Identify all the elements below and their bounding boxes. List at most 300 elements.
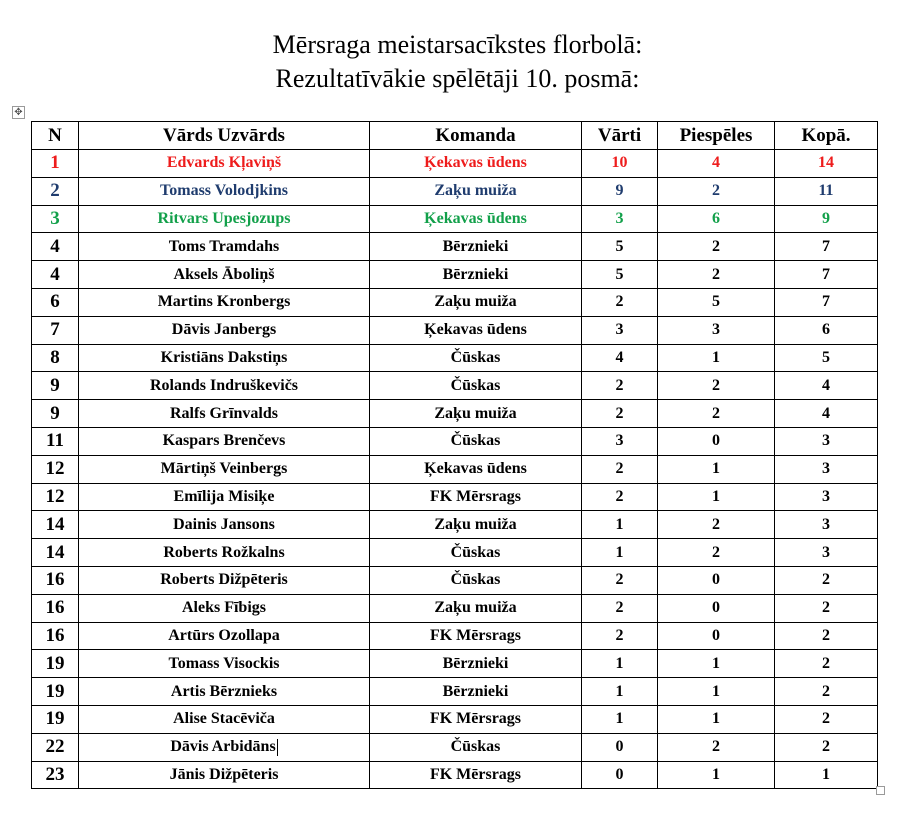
cell-total-text: 7: [822, 293, 830, 311]
cell-name-text: Dāvis Janbergs: [171, 321, 277, 339]
cell-rank-text: 23: [45, 763, 65, 785]
cell-assists-text: 2: [712, 543, 720, 561]
cell-goals[interactable]: [582, 261, 658, 289]
cell-total[interactable]: [775, 455, 878, 483]
cell-name-text: Jānis Dižpēteris: [169, 765, 279, 783]
document-title: [0, 28, 915, 96]
cell-name[interactable]: [79, 288, 370, 316]
cell-assists[interactable]: [658, 705, 775, 733]
cell-goals[interactable]: [582, 205, 658, 233]
cell-team-text: FK Mērsrags: [429, 487, 522, 505]
cell-name-text: Martins Kronbergs: [157, 293, 291, 311]
cell-name-text: Dainis Jansons: [173, 515, 275, 533]
cell-total-text: 1: [822, 765, 830, 783]
cell-rank[interactable]: [32, 622, 79, 650]
cell-team-text: Ķekavas ūdens: [424, 154, 527, 172]
cell-rank[interactable]: [32, 205, 79, 233]
cell-assists-text: 2: [712, 237, 720, 255]
cell-rank[interactable]: [32, 678, 79, 706]
cell-name-text: Alise Stacēviča: [173, 710, 275, 728]
cell-goals[interactable]: [582, 233, 658, 261]
header-goals: Vārti: [582, 122, 658, 150]
cell-rank-text: 12: [45, 458, 65, 480]
cell-goals-text: 1: [615, 710, 624, 728]
cell-rank[interactable]: [32, 400, 79, 428]
cell-name[interactable]: [79, 483, 370, 511]
cell-assists-text: 2: [712, 376, 720, 394]
cell-team-text: Čūskas: [450, 738, 501, 756]
cell-rank[interactable]: [32, 483, 79, 511]
cell-rank-text: 4: [50, 235, 60, 257]
cell-team-text: Bērznieki: [442, 265, 509, 283]
cell-team-text: Bērznieki: [442, 654, 509, 672]
cell-goals[interactable]: [582, 539, 658, 567]
cell-name-text: Aleks Fībigs: [181, 599, 266, 617]
cell-total[interactable]: [775, 316, 878, 344]
cell-assists-text: 6: [712, 209, 720, 227]
cell-assists-text: 1: [712, 348, 720, 366]
table-row: [32, 233, 878, 261]
cell-assists[interactable]: [658, 678, 775, 706]
cell-name-text: Ritvars Upesjozups: [157, 209, 291, 227]
scorers-table: [31, 121, 878, 789]
cell-team-text: Čūskas: [450, 376, 501, 394]
cell-team-text: Bērznieki: [442, 682, 509, 700]
cell-goals-text: 4: [615, 348, 624, 366]
header-team: Komanda: [370, 122, 582, 150]
cell-name[interactable]: [79, 150, 370, 178]
cell-team[interactable]: [370, 205, 582, 233]
cell-rank[interactable]: [32, 650, 79, 678]
cell-assists-text: 2: [712, 515, 720, 533]
cell-total[interactable]: [775, 566, 878, 594]
cell-assists[interactable]: [658, 539, 775, 567]
cell-total-text: 9: [822, 209, 830, 227]
cell-name-text: Aksels Āboliņš: [173, 265, 275, 283]
cell-team-text: Bērznieki: [442, 237, 509, 255]
cell-goals-text: 5: [615, 237, 624, 255]
cell-goals[interactable]: [582, 761, 658, 789]
cell-name[interactable]: [79, 650, 370, 678]
cell-goals[interactable]: [582, 705, 658, 733]
cell-goals[interactable]: [582, 622, 658, 650]
cell-assists-text: 1: [712, 487, 720, 505]
header-rank: N: [32, 122, 79, 150]
cell-team-text: Zaķu muiža: [434, 515, 517, 533]
cell-team[interactable]: [370, 233, 582, 261]
cell-goals[interactable]: [582, 678, 658, 706]
cell-rank-text: 3: [50, 207, 60, 229]
cell-goals-text: 1: [615, 654, 624, 672]
cell-total[interactable]: [775, 705, 878, 733]
cell-name[interactable]: [79, 594, 370, 622]
cell-goals[interactable]: [582, 594, 658, 622]
cell-team[interactable]: [370, 455, 582, 483]
cell-assists-text: 0: [712, 599, 720, 617]
cell-name[interactable]: [79, 455, 370, 483]
cell-assists[interactable]: [658, 511, 775, 539]
cell-name[interactable]: [79, 622, 370, 650]
cell-rank-text: 11: [46, 430, 64, 452]
cell-assists[interactable]: [658, 761, 775, 789]
cell-total-text: 2: [822, 571, 830, 589]
cell-assists-text: 1: [712, 654, 720, 672]
cell-assists[interactable]: [658, 594, 775, 622]
cell-rank[interactable]: [32, 705, 79, 733]
cell-goals[interactable]: [582, 177, 658, 205]
cell-goals-text: 2: [615, 599, 624, 617]
cell-name[interactable]: [79, 678, 370, 706]
cell-goals[interactable]: [582, 372, 658, 400]
resize-square-icon[interactable]: [876, 786, 885, 795]
table-row: [32, 678, 878, 706]
cell-name[interactable]: [79, 761, 370, 789]
cell-rank-text: 16: [45, 569, 65, 591]
cell-total-text: 11: [818, 182, 834, 200]
cell-total-text: 2: [822, 710, 830, 728]
cell-goals-text: 9: [615, 182, 624, 200]
cell-goals[interactable]: [582, 733, 658, 761]
cell-name[interactable]: [79, 372, 370, 400]
cell-name-text: Emīlija Misiķe: [173, 487, 275, 505]
cell-goals[interactable]: [582, 316, 658, 344]
cell-goals-text: 1: [615, 682, 624, 700]
text-cursor: [277, 739, 278, 756]
cell-rank[interactable]: [32, 761, 79, 789]
cell-assists[interactable]: [658, 150, 775, 178]
cell-team[interactable]: [370, 261, 582, 289]
cell-assists[interactable]: [658, 233, 775, 261]
cell-name[interactable]: [79, 511, 370, 539]
cell-team-text: FK Mērsrags: [429, 710, 522, 728]
cell-goals-text: 10: [611, 154, 628, 172]
cell-rank-text: 9: [50, 402, 60, 424]
cell-rank-text: 6: [50, 291, 60, 313]
cell-team[interactable]: [370, 316, 582, 344]
cell-assists-text: 4: [712, 154, 720, 172]
cell-rank-text: 22: [45, 736, 65, 758]
cell-goals-text: 2: [615, 376, 624, 394]
cell-total[interactable]: [775, 733, 878, 761]
header-name: Vārds Uzvārds: [79, 122, 370, 150]
cell-name[interactable]: [79, 705, 370, 733]
cell-rank[interactable]: [32, 733, 79, 761]
cell-rank[interactable]: [32, 288, 79, 316]
table-row: [32, 372, 878, 400]
cell-goals[interactable]: [582, 483, 658, 511]
cell-name[interactable]: [79, 427, 370, 455]
cell-team-text: Zaķu muiža: [434, 293, 517, 311]
cell-team[interactable]: [370, 344, 582, 372]
cell-team-text: Zaķu muiža: [434, 404, 517, 422]
cell-goals-text: 0: [615, 765, 624, 783]
table-row: [32, 483, 878, 511]
cell-total-text: 4: [822, 404, 830, 422]
cell-rank[interactable]: [32, 261, 79, 289]
cell-goals[interactable]: [582, 288, 658, 316]
cell-assists[interactable]: [658, 261, 775, 289]
table-header-row: [32, 122, 878, 150]
cell-total[interactable]: [775, 261, 878, 289]
cell-total-text: 3: [822, 543, 830, 561]
cell-goals-text: 3: [615, 321, 624, 339]
cell-assists-text: 2: [712, 265, 720, 283]
table-row: [32, 344, 878, 372]
cell-total-text: 7: [822, 265, 830, 283]
cell-assists[interactable]: [658, 455, 775, 483]
cell-goals[interactable]: [582, 455, 658, 483]
cell-assists[interactable]: [658, 622, 775, 650]
cell-team-text: FK Mērsrags: [429, 626, 522, 644]
cell-name[interactable]: [79, 566, 370, 594]
table-row: [32, 566, 878, 594]
table-row: [32, 455, 878, 483]
cell-team-text: Ķekavas ūdens: [424, 460, 527, 478]
cell-goals-text: 3: [615, 432, 624, 450]
cell-assists[interactable]: [658, 288, 775, 316]
cell-goals-text: 2: [615, 487, 624, 505]
cell-team-text: Zaķu muiža: [434, 182, 517, 200]
cell-goals[interactable]: [582, 566, 658, 594]
cell-name-text: Roberts Dižpēteris: [160, 571, 288, 589]
cell-assists[interactable]: [658, 427, 775, 455]
cell-rank-text: 14: [45, 541, 65, 563]
cell-team[interactable]: [370, 733, 582, 761]
cell-rank-text: 14: [45, 513, 65, 535]
cell-assists[interactable]: [658, 205, 775, 233]
cell-total-text: 2: [822, 682, 830, 700]
cell-name[interactable]: [79, 400, 370, 428]
cell-total-text: 2: [822, 738, 830, 756]
cell-assists-text: 5: [712, 293, 720, 311]
cell-total[interactable]: [775, 150, 878, 178]
cell-team-text: Zaķu muiža: [434, 599, 517, 617]
cell-name-text: Rolands Indruškevičs: [149, 376, 299, 394]
cell-goals-text: 1: [615, 543, 624, 561]
cell-assists[interactable]: [658, 483, 775, 511]
cell-name-text: Kristiāns Dakstiņs: [160, 348, 288, 366]
cell-name[interactable]: [79, 233, 370, 261]
cell-total-text: 4: [822, 376, 830, 394]
cell-goals-text: 2: [615, 404, 624, 422]
cell-total[interactable]: [775, 427, 878, 455]
cell-goals[interactable]: [582, 344, 658, 372]
table-row: [32, 288, 878, 316]
cell-assists[interactable]: [658, 344, 775, 372]
table-row: [32, 650, 878, 678]
cell-assists[interactable]: [658, 177, 775, 205]
cell-total-text: 2: [822, 654, 830, 672]
move-cross-icon[interactable]: ✥: [12, 106, 25, 119]
cell-team[interactable]: [370, 483, 582, 511]
table-row: [32, 316, 878, 344]
cell-team[interactable]: [370, 511, 582, 539]
cell-team[interactable]: [370, 177, 582, 205]
cell-total-text: 2: [822, 599, 830, 617]
cell-goals-text: 2: [615, 626, 624, 644]
cell-assists[interactable]: [658, 316, 775, 344]
cell-name-text: Kaspars Brenčevs: [162, 432, 286, 450]
cell-name-text: Ralfs Grīnvalds: [169, 404, 278, 422]
cell-total[interactable]: [775, 400, 878, 428]
cell-team[interactable]: [370, 372, 582, 400]
cell-name[interactable]: [79, 344, 370, 372]
table-row: [32, 205, 878, 233]
cell-team-text: Čūskas: [450, 543, 501, 561]
cell-name-text: Tomass Volodjkins: [160, 182, 288, 200]
cell-team[interactable]: [370, 705, 582, 733]
cell-total-text: 3: [822, 487, 830, 505]
cell-goals-text: 3: [615, 209, 624, 227]
cell-name-text: Mārtiņš Veinbergs: [160, 460, 288, 478]
cell-rank-text: 19: [45, 708, 65, 730]
cell-name-text: Artūrs Ozollapa: [168, 626, 280, 644]
title-line-1: Mērsraga meistarsacīkstes florbolā:: [272, 30, 643, 59]
cell-rank-text: 12: [45, 485, 65, 507]
cell-goals-text: 1: [615, 515, 624, 533]
cell-rank-text: 19: [45, 680, 65, 702]
cell-goals[interactable]: [582, 400, 658, 428]
cell-rank-text: 4: [50, 263, 60, 285]
cell-team[interactable]: [370, 150, 582, 178]
cell-goals-text: 5: [615, 265, 624, 283]
cell-rank-text: 9: [50, 374, 60, 396]
cell-name[interactable]: [79, 539, 370, 567]
cell-name-text: Tomass Visockis: [168, 654, 280, 672]
cell-name-text: Dāvis Arbidāns: [170, 738, 276, 756]
cell-name[interactable]: [79, 733, 370, 761]
cell-rank-text: 2: [50, 180, 60, 202]
cell-name[interactable]: [79, 177, 370, 205]
cell-rank[interactable]: [32, 372, 79, 400]
cell-rank[interactable]: [32, 177, 79, 205]
cell-rank[interactable]: [32, 594, 79, 622]
cell-goals-text: 2: [615, 293, 624, 311]
cell-team[interactable]: [370, 761, 582, 789]
cell-name[interactable]: [79, 316, 370, 344]
cell-rank[interactable]: [32, 566, 79, 594]
cell-rank[interactable]: [32, 427, 79, 455]
cell-goals-text: 0: [615, 738, 624, 756]
cell-goals[interactable]: [582, 650, 658, 678]
cell-assists-text: 1: [712, 765, 720, 783]
table-row: [32, 733, 878, 761]
cell-assists-text: 2: [712, 182, 720, 200]
table-row: [32, 150, 878, 178]
cell-total[interactable]: [775, 288, 878, 316]
cell-assists[interactable]: [658, 650, 775, 678]
table-row: [32, 594, 878, 622]
cell-total[interactable]: [775, 594, 878, 622]
cell-total[interactable]: [775, 511, 878, 539]
cell-team[interactable]: [370, 622, 582, 650]
cell-rank[interactable]: [32, 233, 79, 261]
cell-total-text: 5: [822, 348, 830, 366]
cell-total[interactable]: [775, 678, 878, 706]
cell-assists-text: 0: [712, 626, 720, 644]
cell-assists-text: 0: [712, 571, 720, 589]
cell-team[interactable]: [370, 594, 582, 622]
cell-total[interactable]: [775, 761, 878, 789]
cell-rank[interactable]: [32, 511, 79, 539]
cell-rank[interactable]: [32, 316, 79, 344]
cell-team[interactable]: [370, 566, 582, 594]
cell-rank-text: 16: [45, 624, 65, 646]
cell-total-text: 6: [822, 321, 830, 339]
table-row: [32, 539, 878, 567]
cell-total-text: 7: [822, 237, 830, 255]
cell-total-text: 3: [822, 460, 830, 478]
cell-total[interactable]: [775, 205, 878, 233]
cell-team[interactable]: [370, 650, 582, 678]
table-row: [32, 177, 878, 205]
cell-goals[interactable]: [582, 511, 658, 539]
cell-assists-text: 2: [712, 738, 720, 756]
cell-goals[interactable]: [582, 150, 658, 178]
cell-goals[interactable]: [582, 427, 658, 455]
cell-goals-text: 2: [615, 460, 624, 478]
cell-rank-text: 8: [50, 346, 60, 368]
cell-total[interactable]: [775, 177, 878, 205]
cell-total[interactable]: [775, 622, 878, 650]
cell-total-text: 2: [822, 626, 830, 644]
cell-team-text: Ķekavas ūdens: [424, 209, 527, 227]
cell-assists[interactable]: [658, 372, 775, 400]
cell-name-text: Artis Bērznieks: [170, 682, 278, 700]
cell-team-text: Čūskas: [450, 348, 501, 366]
cell-team-text: Ķekavas ūdens: [424, 321, 527, 339]
cell-total[interactable]: [775, 539, 878, 567]
cell-team[interactable]: [370, 427, 582, 455]
cell-team[interactable]: [370, 400, 582, 428]
cell-assists-text: 1: [712, 710, 720, 728]
cell-rank[interactable]: [32, 150, 79, 178]
table-row: [32, 261, 878, 289]
cell-total[interactable]: [775, 650, 878, 678]
table-row: [32, 427, 878, 455]
cell-rank[interactable]: [32, 539, 79, 567]
cell-total[interactable]: [775, 233, 878, 261]
cell-assists-text: 3: [712, 321, 720, 339]
cell-rank-text: 19: [45, 652, 65, 674]
cell-goals-text: 2: [615, 571, 624, 589]
cell-assists[interactable]: [658, 400, 775, 428]
cell-total[interactable]: [775, 344, 878, 372]
cell-total-text: 3: [822, 432, 830, 450]
cell-total[interactable]: [775, 372, 878, 400]
table-row: [32, 761, 878, 789]
table-row: [32, 705, 878, 733]
cell-rank[interactable]: [32, 344, 79, 372]
cell-name-text: Toms Tramdahs: [168, 237, 280, 255]
cell-assists[interactable]: [658, 566, 775, 594]
cell-rank-text: 1: [50, 152, 60, 174]
table-row: [32, 622, 878, 650]
cell-team[interactable]: [370, 678, 582, 706]
cell-team-text: Čūskas: [450, 432, 501, 450]
cell-name[interactable]: [79, 261, 370, 289]
cell-team[interactable]: [370, 539, 582, 567]
cell-assists-text: 0: [712, 432, 720, 450]
cell-total-text: 14: [818, 154, 834, 172]
cell-team[interactable]: [370, 288, 582, 316]
cell-name-text: Roberts Rožkalns: [163, 543, 285, 561]
cell-name[interactable]: [79, 205, 370, 233]
table-row: [32, 511, 878, 539]
cell-assists[interactable]: [658, 733, 775, 761]
cell-total[interactable]: [775, 483, 878, 511]
cell-rank[interactable]: [32, 455, 79, 483]
